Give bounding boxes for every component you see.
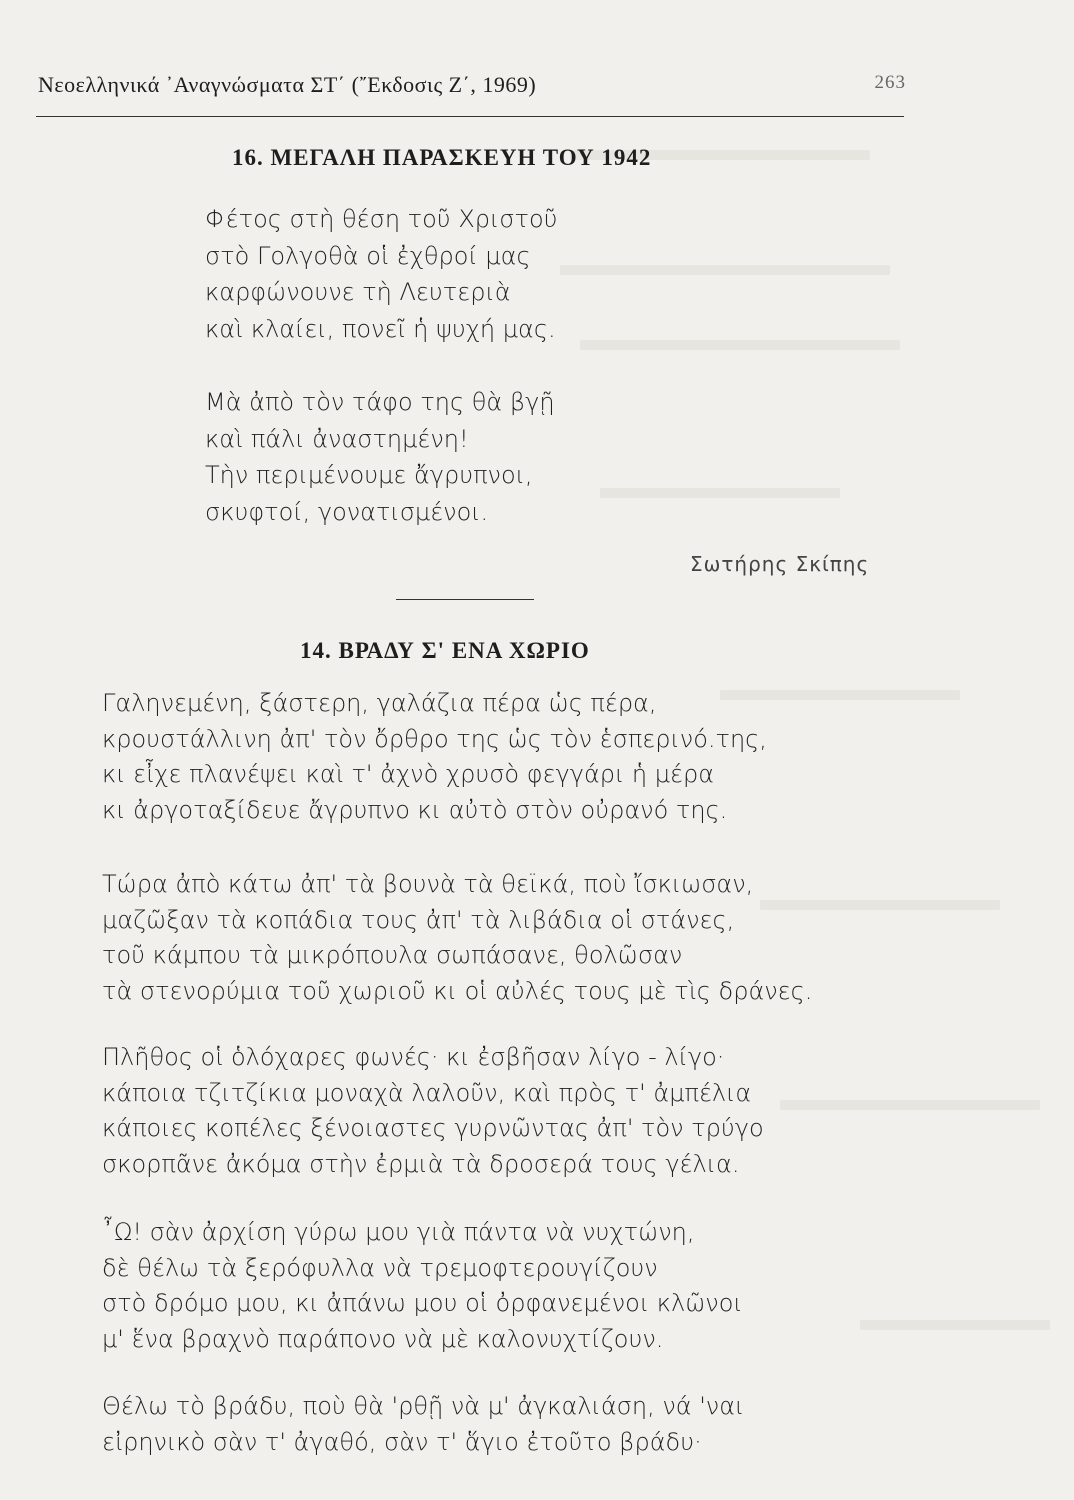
- stanza: [102, 1389, 744, 1460]
- verse-line: καὶ κλαίει, πονεῖ ἡ ψυχή μας.: [205, 314, 556, 343]
- verse-line: στὸ δρόμο μου, κι ἀπάνω μου οἱ ὀρφανεμένοι κλῶνοι: [102, 1289, 743, 1317]
- show-through: [560, 265, 890, 275]
- stanza: [102, 686, 767, 828]
- running-head: Νεοελληνικά ᾿Αναγνώσματα ΣΤ΄ (῎Εκδοσις Ζ΄, 1969): [38, 72, 537, 97]
- verse-line: καρφώνουνε τὴ Λευτεριὰ: [205, 278, 511, 306]
- header-rule: [36, 116, 904, 117]
- verse-line: Γαληνεμένη, ξάστερη, γαλάζια πέρα ὡς πέρα,: [102, 689, 657, 717]
- page-number: 263: [874, 72, 906, 93]
- stanza: [102, 867, 812, 1009]
- verse-line: καὶ πάλι ἀναστημένη!: [205, 424, 469, 453]
- verse-line: Πλῆθος οἱ ὁλόχαρες φωνές· κι ἐσβῆσαν λίγο - λίγο·: [102, 1043, 725, 1071]
- poem-title: 16. ΜΕΓΑΛΗ ΠΑΡΑΣΚΕΥΗ ΤΟΥ 1942: [232, 145, 652, 170]
- show-through: [780, 1100, 1040, 1110]
- verse-line: τὰ στενορύμια τοῦ χωριοῦ κι οἱ αὐλές τους μὲ τὶς δράνες.: [102, 976, 813, 1005]
- verse-line: σκυφτοί, γονατισμένοι.: [205, 497, 489, 526]
- verse-line: Φέτος στὴ θέση τοῦ Χριστοῦ: [205, 205, 558, 233]
- verse-line: τοῦ κάμπου τὰ μικρόπουλα σωπάσανε, θολῶσαν: [102, 941, 683, 969]
- verse-line: εἰρηνικὸ σὰν τ' ἀγαθό, σὰν τ' ἅγιο ἐτοῦτο βράδυ·: [102, 1427, 702, 1456]
- verse-line: δὲ θέλω τὰ ξερόφυλλα νὰ τρεμοφτερουγίζουν: [102, 1253, 658, 1282]
- poem-title: 14. ΒΡΑΔΥ Σ' ΕΝΑ ΧΩΡΙΟ: [300, 638, 590, 663]
- stanza: [102, 1040, 764, 1182]
- stanza: [205, 201, 558, 347]
- show-through: [600, 488, 840, 498]
- show-through: [860, 1320, 1050, 1330]
- verse-line: σκορπᾶνε ἀκόμα στὴν ἐρμιὰ τὰ δροσερά τους γέλια.: [102, 1149, 740, 1178]
- verse-line: Μὰ ἀπὸ τὸν τάφο της θὰ βγῇ: [205, 388, 555, 416]
- verse-line: στὸ Γολγοθὰ οἱ ἐχθροί μας: [205, 241, 531, 270]
- verse-line: κι εἶχε πλανέψει καὶ τ' ἀχνὸ χρυσὸ φεγγάρι ἡ μέρα: [102, 760, 715, 788]
- verse-line: κάποια τζιτζίκια μοναχὰ λαλοῦν, καὶ πρὸς τ' ἀμπέλια: [102, 1078, 752, 1107]
- verse-line: Τώρα ἀπὸ κάτω ἀπ' τὰ βουνὰ τὰ θεϊκά, ποὺ ἴσκιωσαν,: [102, 870, 754, 898]
- verse-line: κάποιες κοπέλες ξένοιαστες γυρνῶντας ἀπ' τὸν τρύγο: [102, 1114, 764, 1142]
- poem-author: Σωτήρης Σκίπης: [690, 552, 870, 576]
- verse-line: Θέλω τὸ βράδυ, ποὺ θὰ 'ρθῇ νὰ μ' ἀγκαλιάση, νά 'ναι: [102, 1392, 745, 1420]
- stanza: [102, 1215, 743, 1357]
- separator-rule: [396, 599, 534, 600]
- show-through: [580, 340, 900, 350]
- verse-line: μαζῶξαν τὰ κοπάδια τους ἀπ' τὰ λιβάδια οἱ στάνες,: [102, 905, 735, 934]
- verse-line: ῏Ω! σὰν ἀρχίση γύρω μου γιὰ πάντα νὰ νυχτώνη,: [102, 1218, 695, 1246]
- verse-line: Τὴν περιμένουμε ἄγρυπνοι,: [205, 461, 533, 489]
- verse-line: μ' ἕνα βραχνὸ παράπονο νὰ μὲ καλονυχτίζουν.: [102, 1324, 664, 1353]
- stanza: [205, 384, 555, 530]
- verse-line: κι ἀργοταξίδευε ἄγρυπνο κι αὐτὸ στὸν οὐρανό της.: [102, 795, 728, 824]
- verse-line: κρουστάλλινη ἀπ' τὸν ὄρθρο της ὡς τὸν ἑσπερινό.της,: [102, 724, 767, 753]
